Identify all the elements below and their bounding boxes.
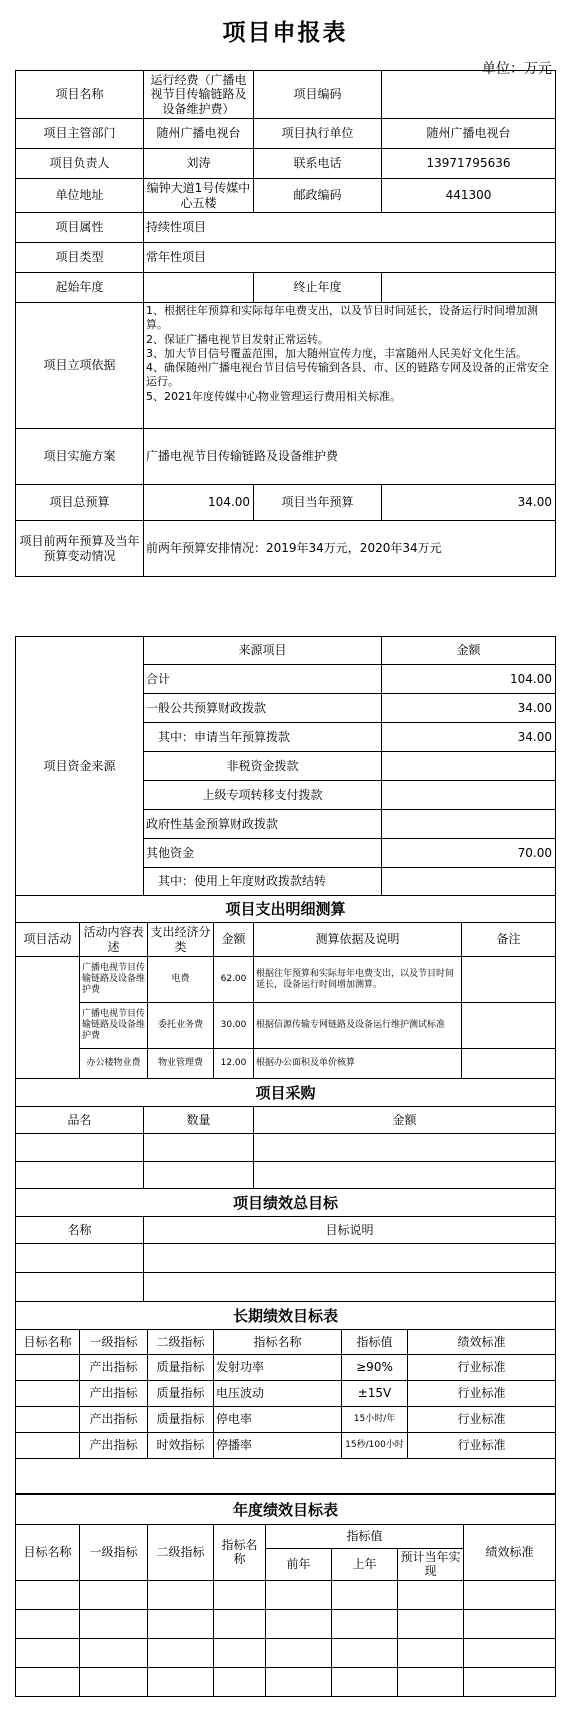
table-row <box>16 1244 556 1273</box>
prev-budget-label: 项目前两年预算及当年预算变动情况 <box>16 521 144 577</box>
long-header-name: 目标名称 <box>16 1330 80 1355</box>
table-row <box>16 1162 556 1189</box>
basis-label: 项目立项依据 <box>16 303 144 429</box>
expense-row-basis: 根据往年预算和实际每年电费支出，以及节目时间延长，设备运行时间增加测算。 <box>254 957 462 1003</box>
expense-row-basis: 根据信源传输专网链路及设备运行维护测试标准 <box>254 1003 462 1049</box>
long-header-value: 指标值 <box>342 1330 408 1355</box>
performance-header-name: 名称 <box>16 1217 144 1244</box>
fund-row-amount: 34.00 <box>382 694 556 723</box>
procurement-table <box>15 1078 556 1189</box>
expense-row-amount: 12.00 <box>214 1049 254 1079</box>
fund-row-amount <box>382 810 556 839</box>
expense-header-activity: 项目活动 <box>16 923 80 957</box>
expense-row-category: 委托业务费 <box>148 1003 214 1049</box>
project-name-value: 运行经费（广播电视节目传输链路及设备维护费） <box>144 71 254 119</box>
annual-target-table <box>15 1494 556 1697</box>
procurement-header-name: 品名 <box>16 1107 144 1134</box>
long-header-level2: 二级指标 <box>148 1330 214 1355</box>
expense-section-title: 项目支出明细测算 <box>16 896 556 923</box>
long-cell-standard: 行业标准 <box>408 1407 556 1433</box>
expense-row-note <box>462 1003 556 1049</box>
long-header-level1: 一级指标 <box>80 1330 148 1355</box>
address-value: 编钟大道1号传媒中心五楼 <box>144 179 254 213</box>
performance-section-title: 项目绩效总目标 <box>16 1189 556 1217</box>
fund-row-amount <box>382 781 556 810</box>
exec-unit-label: 项目执行单位 <box>254 119 382 149</box>
long-header-standard: 绩效标准 <box>408 1330 556 1355</box>
fund-row-amount: 34.00 <box>382 723 556 752</box>
attribute-value: 持续性项目 <box>144 213 556 243</box>
plan-label: 项目实施方案 <box>16 429 144 485</box>
expense-header-note: 备注 <box>462 923 556 957</box>
expense-header-content: 活动内容表述 <box>80 923 148 957</box>
table-row <box>16 1667 556 1696</box>
fund-row-name: 政府性基金预算财政拨款 <box>144 810 382 839</box>
long-cell-name <box>16 1433 80 1459</box>
long-cell-indicator: 发射功率 <box>214 1355 342 1381</box>
annual-header-value: 指标值 <box>266 1525 464 1549</box>
fund-row-amount: 104.00 <box>382 665 556 694</box>
fund-row-name: 其他资金 <box>144 839 382 868</box>
total-budget-label: 项目总预算 <box>16 485 144 521</box>
annual-header-indicator: 指标名称 <box>214 1525 266 1581</box>
project-code-value <box>382 71 556 119</box>
fund-row-name: 一般公共预算财政拨款 <box>144 694 382 723</box>
exec-unit-value: 随州广播电视台 <box>382 119 556 149</box>
phone-value: 13971795636 <box>382 149 556 179</box>
performance-goal-table <box>15 1188 556 1302</box>
expense-row-amount: 62.00 <box>214 957 254 1003</box>
expense-row-category: 物业管理费 <box>148 1049 214 1079</box>
table-row <box>16 1638 556 1667</box>
fund-row-name: 其中：使用上年度财政拨款结转 <box>144 868 382 896</box>
long-header-indicator: 指标名称 <box>214 1330 342 1355</box>
fund-row-amount <box>382 868 556 896</box>
total-budget-value: 104.00 <box>144 485 254 521</box>
expense-row-content: 广播电视节目传输链路及设备维护费 <box>80 957 148 1003</box>
long-term-section-title: 长期绩效目标表 <box>16 1302 556 1330</box>
expense-row-amount: 30.00 <box>214 1003 254 1049</box>
long-cell-level1: 产出指标 <box>80 1433 148 1459</box>
address-label: 单位地址 <box>16 179 144 213</box>
expense-row-note <box>462 957 556 1003</box>
long-cell-value: ±15V <box>342 1381 408 1407</box>
form-title: 项目申报表 <box>222 20 348 46</box>
long-cell-level2: 质量指标 <box>148 1407 214 1433</box>
expense-row-category: 电费 <box>148 957 214 1003</box>
end-year-value <box>382 273 556 303</box>
long-cell-standard: 行业标准 <box>408 1381 556 1407</box>
fund-row-amount: 70.00 <box>382 839 556 868</box>
long-cell-name <box>16 1355 80 1381</box>
year-budget-label: 项目当年预算 <box>254 485 382 521</box>
expense-row-basis: 根据办公面积及单价核算 <box>254 1049 462 1079</box>
fund-source-label: 项目资金来源 <box>16 637 144 896</box>
table-row <box>16 1381 556 1407</box>
annual-header-name: 目标名称 <box>16 1525 80 1581</box>
basis-value: 1、根据往年预算和实际每年电费支出，以及节目时间延长，设备运行时间增加测算。 2、保证广播电视节目发射正常运转。 3、加大节目信号覆盖范围，加大随州宣传力度，丰富随州人民美好文化生活。 4、确保随州广播电视台节目信号传输到各县、市、区的链路专网及设备的正常安全运行。 5、2021年度传媒中心物业管理运行费用相关标准。 <box>144 303 556 429</box>
phone-label: 联系电话 <box>254 149 382 179</box>
long-cell-value: ≥90% <box>342 1355 408 1381</box>
dept-value: 随州广播电视台 <box>144 119 254 149</box>
long-cell-level1: 产出指标 <box>80 1381 148 1407</box>
fund-source-table <box>15 636 556 896</box>
plan-value: 广播电视节目传输链路及设备维护费 <box>144 429 556 485</box>
long-cell-level2: 时效指标 <box>148 1433 214 1459</box>
postcode-label: 邮政编码 <box>254 179 382 213</box>
annual-header-expect: 预计当年实现 <box>398 1549 464 1581</box>
type-value: 常年性项目 <box>144 243 556 273</box>
procurement-header-amount: 金额 <box>254 1107 556 1134</box>
table-row <box>16 1134 556 1162</box>
fund-amount-header: 金额 <box>382 637 556 665</box>
fund-row-amount <box>382 752 556 781</box>
postcode-value: 441300 <box>382 179 556 213</box>
annual-header-standard: 绩效标准 <box>464 1525 556 1581</box>
annual-header-level1: 一级指标 <box>80 1525 148 1581</box>
start-year-label: 起始年度 <box>16 273 144 303</box>
start-year-value <box>144 273 254 303</box>
long-cell-standard: 行业标准 <box>408 1433 556 1459</box>
table-row <box>16 1355 556 1381</box>
project-name-label: 项目名称 <box>16 71 144 119</box>
unit-label: 单位：万元 <box>482 61 552 77</box>
dept-label: 项目主管部门 <box>16 119 144 149</box>
expense-row-content: 广播电视节目传输链路及设备维护费 <box>80 1003 148 1049</box>
fund-row-name: 其中：申请当年预算拨款 <box>144 723 382 752</box>
table-row <box>16 1580 556 1609</box>
annual-section-title: 年度绩效目标表 <box>16 1495 556 1525</box>
expense-row-content: 办公楼物业费 <box>80 1049 148 1079</box>
long-cell-level1: 产出指标 <box>80 1407 148 1433</box>
fund-source-header: 来源项目 <box>144 637 382 665</box>
fund-row-name: 合计 <box>144 665 382 694</box>
expense-row-note <box>462 1049 556 1079</box>
table-row <box>16 1433 556 1459</box>
fund-row-name: 上级专项转移支付拨款 <box>144 781 382 810</box>
expense-header-amount: 金额 <box>214 923 254 957</box>
long-cell-value: 15小时/年 <box>342 1407 408 1433</box>
long-cell-level1: 产出指标 <box>80 1355 148 1381</box>
table-row <box>16 1459 556 1494</box>
expense-detail-table <box>15 895 556 1079</box>
long-cell-value: 15秒/100小时 <box>342 1433 408 1459</box>
procurement-section-title: 项目采购 <box>16 1079 556 1107</box>
expense-header-category: 支出经济分类 <box>148 923 214 957</box>
table-row <box>16 1609 556 1638</box>
prev-budget-value: 前两年预算安排情况：2019年34万元，2020年34万元 <box>144 521 556 577</box>
procurement-header-qty: 数量 <box>144 1107 254 1134</box>
expense-activity-cell <box>16 957 80 1079</box>
long-cell-name <box>16 1381 80 1407</box>
project-code-label: 项目编码 <box>254 71 382 119</box>
annual-header-prev: 前年 <box>266 1549 332 1581</box>
type-label: 项目类型 <box>16 243 144 273</box>
leader-value: 刘涛 <box>144 149 254 179</box>
long-cell-level2: 质量指标 <box>148 1355 214 1381</box>
table-row <box>16 1273 556 1302</box>
annual-header-last: 上年 <box>332 1549 398 1581</box>
long-cell-indicator: 停电率 <box>214 1407 342 1433</box>
leader-label: 项目负责人 <box>16 149 144 179</box>
long-term-target-table <box>15 1301 556 1494</box>
long-cell-name <box>16 1407 80 1433</box>
long-cell-indicator: 停播率 <box>214 1433 342 1459</box>
long-cell-standard: 行业标准 <box>408 1355 556 1381</box>
expense-header-basis: 测算依据及说明 <box>254 923 462 957</box>
end-year-label: 终止年度 <box>254 273 382 303</box>
table-row <box>16 1407 556 1433</box>
annual-header-level2: 二级指标 <box>148 1525 214 1581</box>
attribute-label: 项目属性 <box>16 213 144 243</box>
year-budget-value: 34.00 <box>382 485 556 521</box>
fund-row-name: 非税资金拨款 <box>144 752 382 781</box>
long-cell-indicator: 电压波动 <box>214 1381 342 1407</box>
long-cell-level2: 质量指标 <box>148 1381 214 1407</box>
performance-header-desc: 目标说明 <box>144 1217 556 1244</box>
basic-info-table <box>15 70 556 577</box>
